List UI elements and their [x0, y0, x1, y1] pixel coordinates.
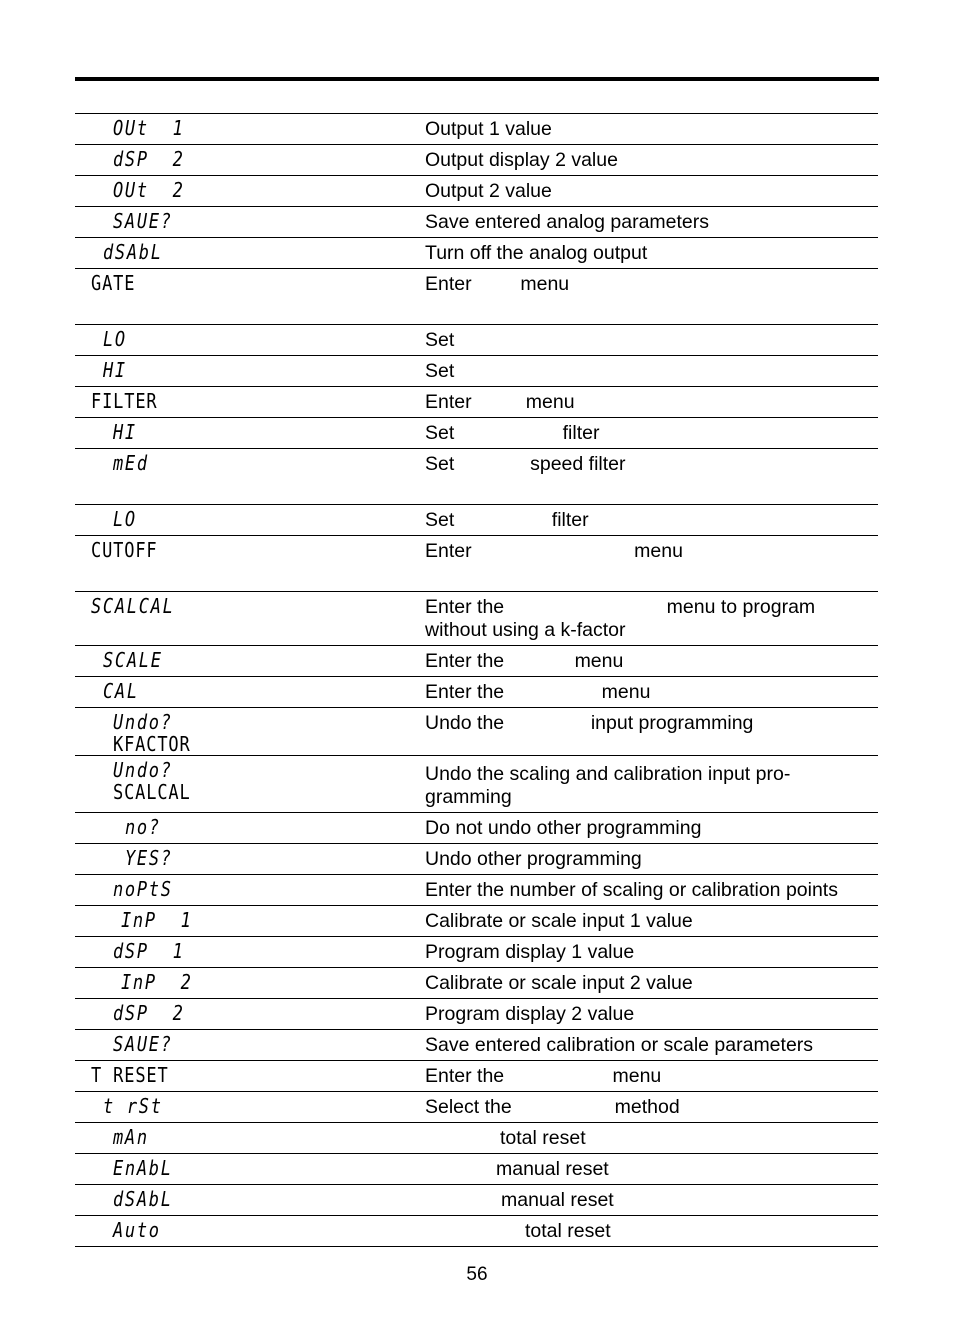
description: Calibrate or scale input 1 value [425, 910, 693, 932]
display-code: SCALE [103, 648, 163, 672]
description: Output display 2 value [425, 149, 618, 171]
table-row [75, 145, 878, 176]
description-text: total reset [525, 1220, 611, 1242]
description-text: total reset [500, 1127, 586, 1149]
description-line: Undo the scaling and calibration input pro- [425, 763, 791, 785]
display-code: mAn [113, 1125, 149, 1149]
table-row [75, 906, 878, 937]
display-code: t rSt [103, 1094, 163, 1118]
table-row [75, 844, 878, 875]
table-row [75, 269, 878, 325]
display-code: SCALCAL [91, 594, 175, 618]
display-code: noPtS [113, 877, 173, 901]
description: Select the method [425, 1096, 680, 1118]
table-row [75, 449, 878, 505]
display-code: YES? [125, 846, 173, 870]
display-code: InP 2 [121, 970, 193, 994]
menu-table [75, 113, 878, 1247]
table-row [75, 207, 878, 238]
description: Do not undo other programming [425, 817, 702, 839]
display-code: GATE [91, 271, 136, 295]
table-row [75, 813, 878, 844]
description: Set [425, 360, 455, 382]
description: Output 1 value [425, 118, 552, 140]
table-row [75, 176, 878, 207]
table-row [75, 646, 878, 677]
description: Enter menu [425, 540, 683, 562]
description-line: without using a k-factor [425, 619, 626, 641]
page-number: 56 [466, 1264, 488, 1285]
table-row [75, 1185, 878, 1216]
display-code: mEd [113, 451, 149, 475]
table-row [75, 999, 878, 1030]
table-row [75, 1030, 878, 1061]
description: Undo the input programming [425, 712, 754, 734]
table-row [75, 1061, 878, 1092]
display-code: dSAbL [113, 1187, 173, 1211]
description: Enter the menu [425, 681, 651, 703]
display-code: LO [103, 327, 127, 351]
table-row [75, 875, 878, 906]
display-code: EnAbL [113, 1156, 173, 1180]
display-code: SAUE? [113, 1032, 173, 1056]
table-row [75, 592, 878, 646]
table-row [75, 708, 878, 756]
display-code: dSP 1 [113, 939, 185, 963]
display-code: CAL [103, 679, 139, 703]
display-code-line2: KFACTOR [113, 732, 191, 756]
description [425, 1123, 878, 1154]
description [425, 1185, 878, 1216]
display-code: dSP 2 [113, 147, 185, 171]
table-row [75, 937, 878, 968]
description-text: manual reset [496, 1158, 609, 1180]
description: Output 2 value [425, 180, 552, 202]
description: Program display 1 value [425, 941, 635, 963]
table-row [75, 968, 878, 999]
table-row [75, 114, 878, 145]
description: Enter the number of scaling or calibration points [425, 879, 838, 901]
display-code: LO [113, 507, 137, 531]
display-code: dSAbL [103, 240, 163, 264]
display-code: FILTER [91, 389, 158, 413]
description: Turn off the analog output [425, 242, 648, 264]
display-code: OUt 2 [113, 178, 185, 202]
top-rule [75, 77, 879, 81]
description-line: gramming [425, 786, 512, 808]
description [425, 592, 878, 646]
display-code: T RESET [91, 1063, 169, 1087]
display-code: SAUE? [113, 209, 173, 233]
description: Enter the menu [425, 1065, 662, 1087]
display-code: HI [113, 420, 137, 444]
description: Save entered analog parameters [425, 211, 710, 233]
table-row [75, 505, 878, 536]
display-code-line2: SCALCAL [113, 780, 191, 804]
display-code: dSP 2 [113, 1001, 185, 1025]
display-code: no? [125, 815, 161, 839]
display-code: OUt 1 [113, 116, 185, 140]
display-code: InP 1 [121, 908, 193, 932]
description: Set filter [425, 422, 600, 444]
description [425, 1154, 878, 1185]
description: Enter the menu [425, 650, 624, 672]
description [425, 1216, 878, 1247]
description: Enter menu [425, 391, 575, 413]
description: Enter menu [425, 273, 570, 295]
table-row [75, 756, 878, 813]
display-code: Undo? [113, 758, 173, 782]
table-row [75, 325, 878, 356]
description: Set [425, 329, 455, 351]
description: Set speed filter [425, 453, 626, 475]
table-row [75, 1216, 878, 1247]
table-row [75, 1123, 878, 1154]
description [425, 756, 878, 813]
description: Save entered calibration or scale parameters [425, 1034, 814, 1056]
table-row [75, 387, 878, 418]
table-row [75, 536, 878, 592]
display-code: Undo? [113, 710, 173, 734]
table-row [75, 677, 878, 708]
table-row [75, 238, 878, 269]
description: Undo other programming [425, 848, 642, 870]
table-row [75, 1154, 878, 1185]
description-text: manual reset [501, 1189, 614, 1211]
description: Calibrate or scale input 2 value [425, 972, 693, 994]
display-code: HI [103, 358, 127, 382]
description: Program display 2 value [425, 1003, 635, 1025]
table-row [75, 418, 878, 449]
table-row [75, 356, 878, 387]
display-code: CUTOFF [91, 538, 158, 562]
description-line: Enter the menu to program [425, 596, 816, 618]
table-row [75, 1092, 878, 1123]
description: Set filter [425, 509, 589, 531]
display-code: Auto [113, 1218, 161, 1242]
